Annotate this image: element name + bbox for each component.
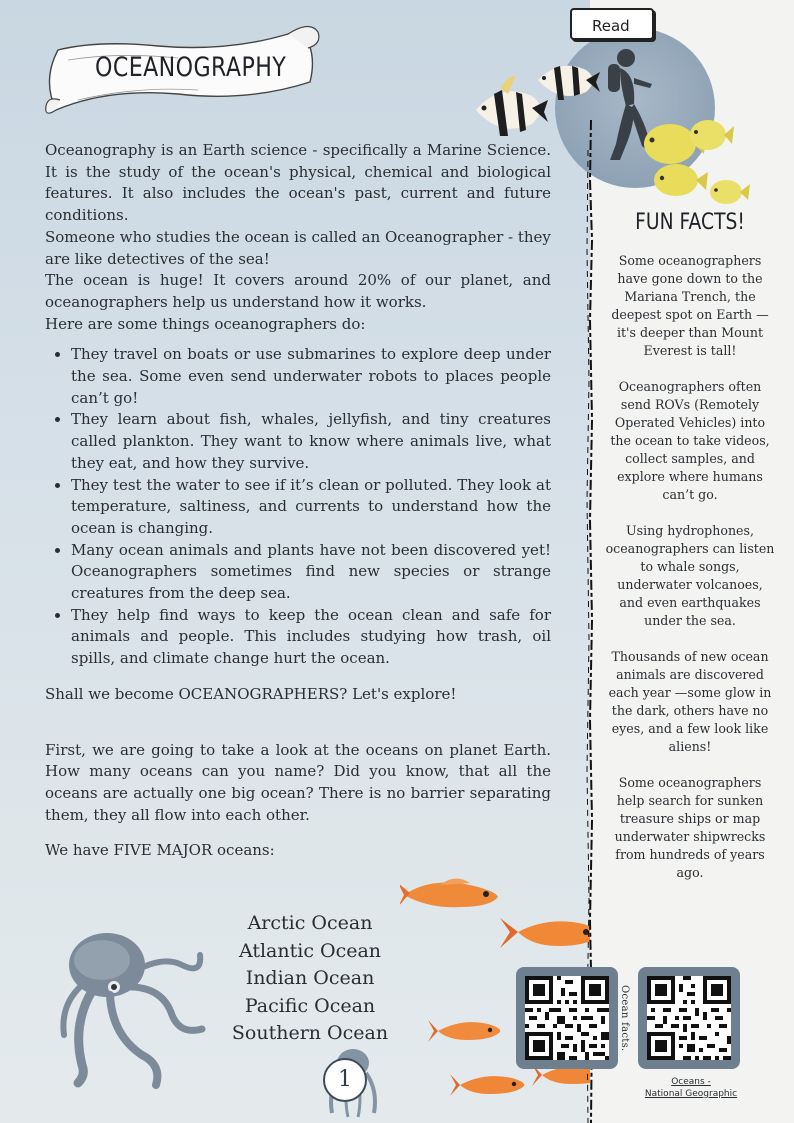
fact-item: Some oceanographers have gone down to the Mariana Trench, the deepest spot on Earth —it's deeper than Mount Everest is tall! xyxy=(611,253,769,358)
orange-fish-icon xyxy=(450,1070,528,1100)
yellow-tang-fish-icon xyxy=(706,176,752,208)
intro-paragraph: The ocean is huge! It covers around 20% of our planet, and oceanographers help us understand how it works. xyxy=(45,271,551,311)
fun-facts-title: FUN FACTS! xyxy=(635,210,745,235)
read-tab[interactable]: Read xyxy=(570,8,654,40)
ocean-name: Atlantic Ocean xyxy=(238,939,382,962)
main-text xyxy=(45,140,551,862)
qr-code-icon xyxy=(647,976,731,1060)
yellow-tang-fish-icon xyxy=(684,116,734,154)
list-item: • They test the water to see if it’s clean or polluted. They look at temperature, saltiness, and currents to understand how the ocean is changing. xyxy=(71,475,551,540)
yellow-tang-fish-icon xyxy=(648,160,710,200)
qr-label-ocean-facts: Ocean facts. xyxy=(619,985,630,1052)
qr-code-ocean-facts[interactable] xyxy=(516,967,618,1069)
list-item: • They help find ways to keep the ocean clean and safe for animals and people. This includes studying how trash, oil spills, and climate change hurt the ocean. xyxy=(71,605,551,670)
ocean-name: Pacific Ocean xyxy=(244,994,376,1017)
fact-item: Some oceanographers help search for sunken treasure ships or map underwater shipwrecks from hundreds of years ago. xyxy=(614,775,766,880)
moorish-idol-fish-icon xyxy=(532,54,602,108)
page-number: 1 xyxy=(323,1058,367,1102)
activities-list xyxy=(45,344,551,670)
qr-caption-line[interactable]: Oceans - xyxy=(671,1077,711,1087)
list-item: • Many ocean animals and plants have not been discovered yet! Oceanographers sometimes find new species or strange creatures from the deep sea. xyxy=(71,540,551,605)
oceans-list xyxy=(200,910,420,1048)
orange-fish-icon xyxy=(400,875,502,915)
fact-item: Thousands of new ocean animals are discovered each year —some glow in the dark, others have no eyes, and a few look like aliens! xyxy=(608,649,772,754)
oceans-lead: We have FIVE MAJOR oceans: xyxy=(45,841,275,860)
list-item: • They learn about fish, whales, jellyfish, and tiny creatures called plankton. They want to know where animals live, what they eat, and how they survive. xyxy=(71,409,551,474)
oceans-intro: First, we are going to take a look at the oceans on planet Earth. How many oceans can you name? Did you know, that all the oceans are actually one big ocean? There is no barrier separating them, they all flow into each other. xyxy=(45,740,551,824)
intro-paragraph: Someone who studies the ocean is called an Oceanographer - they are like detectives of the sea! xyxy=(45,227,551,268)
intro-paragraph: Oceanography is an Earth science - specifically a Marine Science. It is the study of the ocean's physical, chemical and biological features. It also includes the ocean's past, current and future conditions. xyxy=(45,141,551,225)
qr-caption-national-geographic[interactable] xyxy=(626,1076,756,1100)
qr-caption-line[interactable]: National Geographic xyxy=(644,1089,738,1099)
qr-code-icon xyxy=(525,976,609,1060)
intro-paragraph: Here are some things oceanographers do: xyxy=(45,314,366,333)
fact-item: Using hydrophones, oceanographers can listen to whale songs, underwater volcanoes, and even earthquakes under the sea. xyxy=(605,523,775,628)
fact-item: Oceanographers often send ROVs (Remotely Operated Vehicles) into the ocean to take videos, collect samples, and explore where humans can’t go. xyxy=(610,379,770,502)
ocean-name: Arctic Ocean xyxy=(247,912,373,934)
qr-code-national-geographic[interactable] xyxy=(638,967,740,1069)
octopus-icon xyxy=(52,925,212,1095)
ocean-name: Indian Ocean xyxy=(245,967,375,989)
page-title: OCEANOGRAPHY xyxy=(95,52,287,83)
fun-facts-list xyxy=(604,252,776,900)
ocean-name: Southern Ocean xyxy=(231,1022,389,1044)
list-item: • They travel on boats or use submarines to explore deep under the sea. Some even send underwater robots to places people can’t go! xyxy=(71,344,551,409)
explore-line: Shall we become OCEANOGRAPHERS? Let's explore! xyxy=(45,684,457,703)
orange-fish-icon xyxy=(428,1016,504,1046)
